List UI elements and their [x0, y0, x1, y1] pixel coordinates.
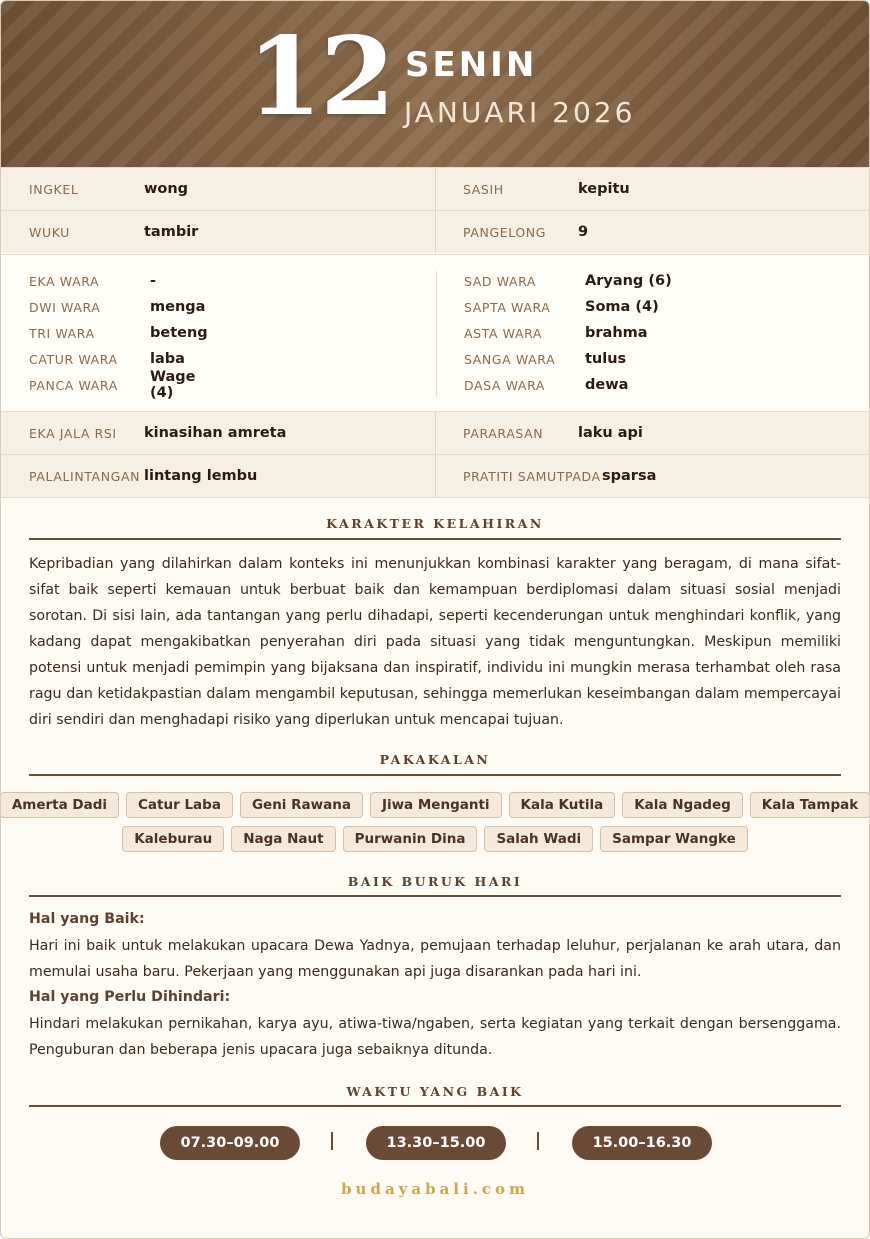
palalintangan-value: lintang lembu [144, 468, 258, 484]
avoid-text: Hindari melakukan pernikahan, karya ayu, atiwa-tiwa/ngaben, serta kegiatan yang terkait dengan bersenggama. Penguburan dan beberapa jenis upacara juga sebaiknya ditunda. [29, 1016, 841, 1058]
baik-buruk-rule [29, 895, 841, 897]
wara-value: dewa [585, 377, 629, 393]
tag-row-2 [29, 826, 841, 852]
pangelong-label: PANGELONG [463, 224, 547, 240]
info-row-palalintangan-pratiti [1, 454, 869, 498]
footer-site[interactable]: budayabali.com [341, 1180, 529, 1198]
wara-value: Wage (4) [150, 369, 196, 401]
time-slot-1: 07.30–09.00 [160, 1126, 300, 1160]
karakter-rule [29, 538, 841, 540]
waktu-title: WAKTU YANG BAIK [346, 1084, 524, 1099]
karakter-title: KARAKTER KELAHIRAN [326, 516, 544, 531]
pakakalan-tag: Kala Ngadeg [622, 792, 743, 818]
pangelong-value: 9 [578, 224, 589, 240]
wara-label: DWI WARA [29, 299, 101, 315]
tag-row-1 [11, 792, 859, 818]
good-text: Hari ini baik untuk melakukan upacara Dewa Yadnya, pemujaan terhadap leluhur, perjalanan ke arah utara, dan memulai usaha baru. Pekerjaan yang menggunakan api juga disarankan pada hari ini. [29, 938, 841, 980]
asta-wara [464, 323, 648, 343]
ingkel-value: wong [144, 181, 189, 197]
info-row-wuku-pangelong [1, 210, 869, 253]
info-row-ekajalarsi-pararasan [1, 411, 869, 454]
day-name: SENIN [405, 45, 538, 85]
sasih-value: kepitu [578, 181, 630, 197]
date-header [1, 1, 869, 167]
wara-label: SAD WARA [464, 273, 537, 289]
sasih-label: SASIH [463, 181, 504, 197]
pakakalan-tag: Sampar Wangke [600, 826, 748, 852]
wara-value: laba [150, 351, 185, 367]
info-row-ingkel-sasih [1, 167, 869, 210]
avoid-heading: Hal yang Perlu Dihindari: [29, 989, 231, 1005]
eka-wara [29, 271, 157, 291]
pararasan-value: laku api [578, 425, 643, 441]
tri-wara [29, 323, 208, 343]
wara-value: Soma (4) [585, 299, 659, 315]
pakakalan-tag: Amerta Dadi [0, 792, 119, 818]
wara-label: PANCA WARA [29, 377, 118, 393]
pakakalan-title: PAKAKALAN [379, 752, 491, 767]
pakakalan-tag: Catur Laba [126, 792, 233, 818]
wara-label: EKA WARA [29, 273, 100, 289]
pakakalan-tag: Kala Kutila [509, 792, 616, 818]
palalintangan-label: PALALINTANGAN [29, 468, 141, 484]
time-slot-2: 13.30–15.00 [366, 1126, 506, 1160]
pakakalan-tag: Salah Wadi [484, 826, 593, 852]
sad-wara [464, 271, 672, 291]
eka-jala-rsi-value: kinasihan amreta [144, 425, 287, 441]
pratiti-samutpada-value: sparsa [602, 468, 657, 484]
wara-label: CATUR WARA [29, 351, 118, 367]
eka-jala-rsi-label: EKA JALA RSI [29, 425, 117, 441]
wara-label: ASTA WARA [464, 325, 543, 341]
sanga-wara [464, 349, 627, 369]
time-slots [29, 1126, 841, 1160]
panca-wara [29, 369, 196, 401]
waktu-rule [29, 1105, 841, 1107]
catur-wara [29, 349, 185, 369]
ingkel-label: INGKEL [29, 181, 79, 197]
dasa-wara [464, 375, 629, 395]
wara-value: brahma [585, 325, 648, 341]
pakakalan-tag: Jiwa Menganti [370, 792, 502, 818]
wara-value: tulus [585, 351, 627, 367]
pakakalan-tags [11, 792, 859, 860]
wara-label: DASA WARA [464, 377, 546, 393]
dwi-wara [29, 297, 206, 317]
time-slot-3: 15.00–16.30 [572, 1126, 712, 1160]
wara-value: beteng [150, 325, 208, 341]
wuku-value: tambir [144, 224, 199, 240]
pratiti-samutpada-label: PRATITI SAMUTPADA [463, 468, 601, 484]
time-separator [537, 1132, 539, 1150]
pakakalan-tag: Purwanin Dina [343, 826, 478, 852]
wara-label: SAPTA WARA [464, 299, 551, 315]
pakakalan-tag: Kaleburau [122, 826, 224, 852]
day-number: 12 [247, 14, 394, 140]
pakakalan-tag: Geni Rawana [240, 792, 363, 818]
karakter-text: Kepribadian yang dilahirkan dalam konteks ini menunjukkan kombinasi karakter yang beragam, di mana sifat-sifat baik seperti kemauan untuk berbuat baik dan kemampuan berdiplomasi dalam situasi sosial menjadi sorotan. Di sisi lain, ada tantangan yang perlu dihadapi, seperti kecenderungan untuk menghindari konflik, yang kadang dapat mengakibatkan penyerahan diri pada situasi yang tidak menguntungkan. Meskipun memiliki potensi untuk menjadi pemimpin yang bijaksana dan inspiratif, individu ini mungkin merasa terhambat oleh rasa ragu dan ketidakpastian dalam mengambil keputusan, sehingga memerlukan keseimbangan dalam mempercayai diri sendiri dan menghadapi risiko yang diperlukan untuk mencapai tujuan. [29, 556, 841, 728]
wara-value: - [150, 273, 157, 289]
wuku-label: WUKU [29, 224, 70, 240]
pakakalan-tag: Naga Naut [231, 826, 335, 852]
month-year: JANUARI 2026 [404, 96, 636, 129]
pakakalan-tag: Kala Tampak [750, 792, 870, 818]
pakakalan-rule [29, 774, 841, 776]
time-separator [331, 1132, 333, 1150]
wara-label: SANGA WARA [464, 351, 556, 367]
wara-label: TRI WARA [29, 325, 95, 341]
wara-value: menga [150, 299, 206, 315]
baik-buruk-title: BAIK BURUK HARI [347, 874, 523, 889]
wara-divider [436, 271, 437, 397]
wara-block [1, 254, 869, 412]
sapta-wara [464, 297, 659, 317]
pararasan-label: PARARASAN [463, 425, 544, 441]
good-heading: Hal yang Baik: [29, 911, 145, 927]
wara-value: Aryang (6) [585, 273, 672, 289]
